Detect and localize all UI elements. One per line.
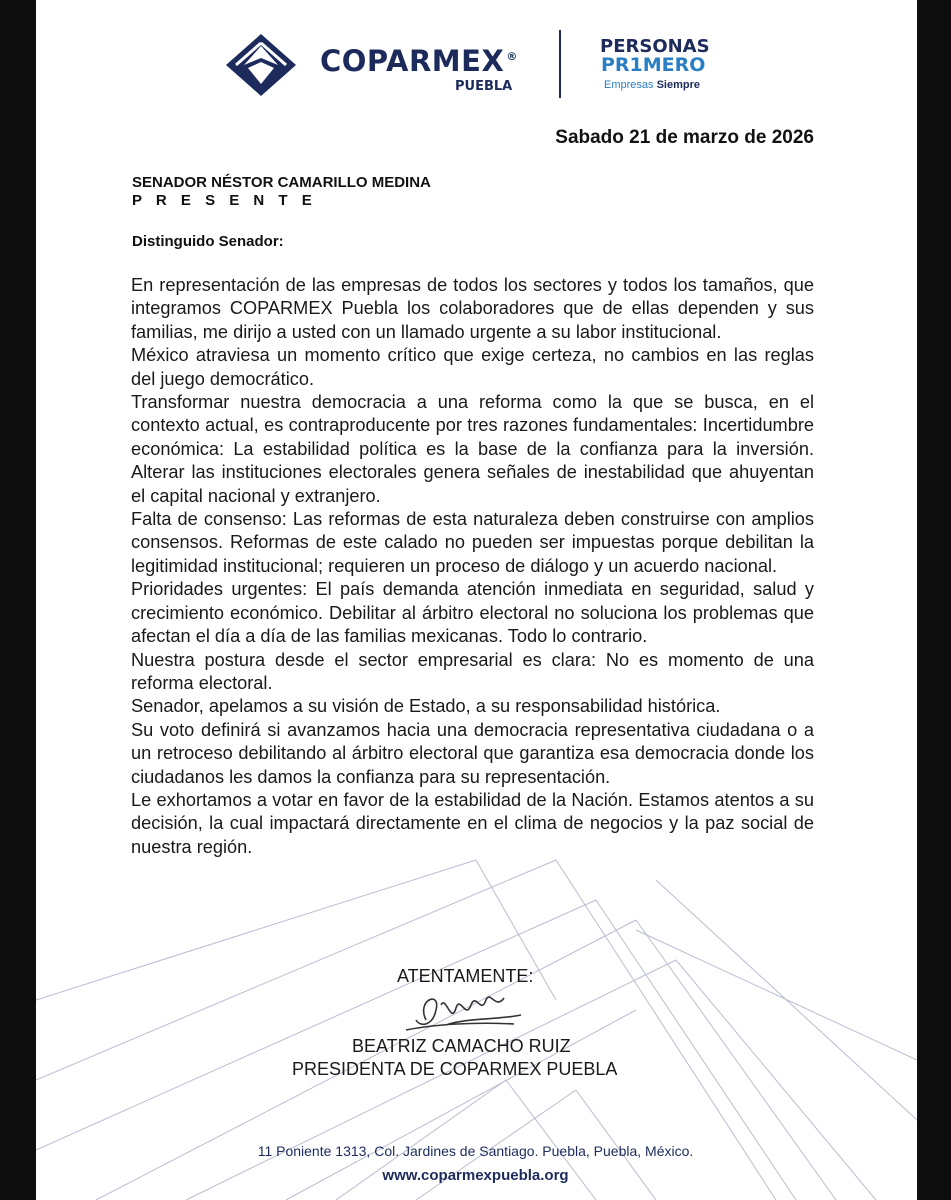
footer-address: 11 Poniente 1313, Col. Jardines de Santiago. Puebla, Puebla, México.: [257, 1143, 694, 1159]
letterhead: [0, 28, 951, 108]
recipient-name: SENADOR NÉSTOR CAMARILLO MEDINA: [132, 174, 431, 191]
salutation: Distinguido Senador:: [132, 233, 284, 250]
letter-date: Sabado 21 de marzo de 2026: [555, 127, 814, 148]
photo-border-left: [0, 0, 36, 1200]
signature-icon: [386, 980, 536, 1040]
closing: ATENTAMENTE:: [397, 966, 534, 986]
campaign-title-line1: PERSONAS: [600, 36, 710, 57]
body-paragraph: Falta de consenso: Las reformas de esta naturaleza deben construirse con amplios consensos. Reformas de este calado no pueden ser impuestas porque debilitan la legitimidad institucional; requieren un proceso de diálogo y un acuerdo nacional.: [131, 509, 814, 576]
brand-subtitle: PUEBLA: [455, 79, 513, 94]
brand-name: COPARMEX ®: [320, 44, 518, 78]
photo-border-right: [917, 0, 951, 1200]
body-paragraph: En representación de las empresas de todos los sectores y todos los tamaños, que integramos COPARMEX Puebla los colaboradores que de ellas dependen y sus familias, me dirijo a usted con un llamado urgente a su labor institucional.: [131, 275, 814, 342]
signer-title: PRESIDENTA DE COPARMEX PUEBLA: [292, 1059, 618, 1079]
coparmex-logo-icon: [226, 34, 296, 96]
body-paragraph: Transformar nuestra democracia a una reforma como la que se busca, en el contexto actual, es contraproducente por tres razones fundamentales: Incertidumbre económica: La estabilidad política es la base de la confianza para la inversión. Alterar las instituciones electorales genera señales de inestabilidad que ahuyentan el capital nacional y extranjero.: [131, 392, 814, 506]
recipient-presente: P R E S E N T E: [132, 192, 317, 209]
body-paragraph: Senador, apelamos a su visión de Estado, a su responsabilidad histórica.: [131, 696, 721, 717]
footer-website: www.coparmexpuebla.org: [382, 1167, 569, 1184]
body-paragraph: Prioridades urgentes: El país demanda atención inmediata en seguridad, salud y crecimiento económico. Debilitar al árbitro electoral no soluciona los problemas que afectan el día a día de las familias mexicanas. Todo lo contrario.: [131, 579, 814, 647]
body-paragraph: Su voto definirá si avanzamos hacia una democracia representativa ciudadana o a un retroceso debilitando al árbitro electoral que garantiza esa democracia donde los ciudadanos les damos la confianza para su representación.: [131, 719, 814, 787]
body-paragraph: México atraviesa un momento crítico que exige certeza, no cambios en las reglas del juego democrático.: [131, 345, 814, 389]
campaign-tagline: Empresas Siempre: [604, 79, 700, 91]
signer-name: BEATRIZ CAMACHO RUIZ: [352, 1036, 571, 1056]
campaign-title-line2: PR1MERO: [601, 54, 706, 76]
header-divider: [559, 30, 561, 98]
body-paragraph: Nuestra postura desde el sector empresarial es clara: No es momento de una reforma electoral.: [131, 649, 814, 693]
letter-body: [131, 274, 814, 859]
body-paragraph: Le exhortamos a votar en favor de la estabilidad de la Nación. Estamos atentos a su decisión, la cual impactará directamente en el clima de negocios y la paz social de nuestra región.: [131, 789, 814, 857]
